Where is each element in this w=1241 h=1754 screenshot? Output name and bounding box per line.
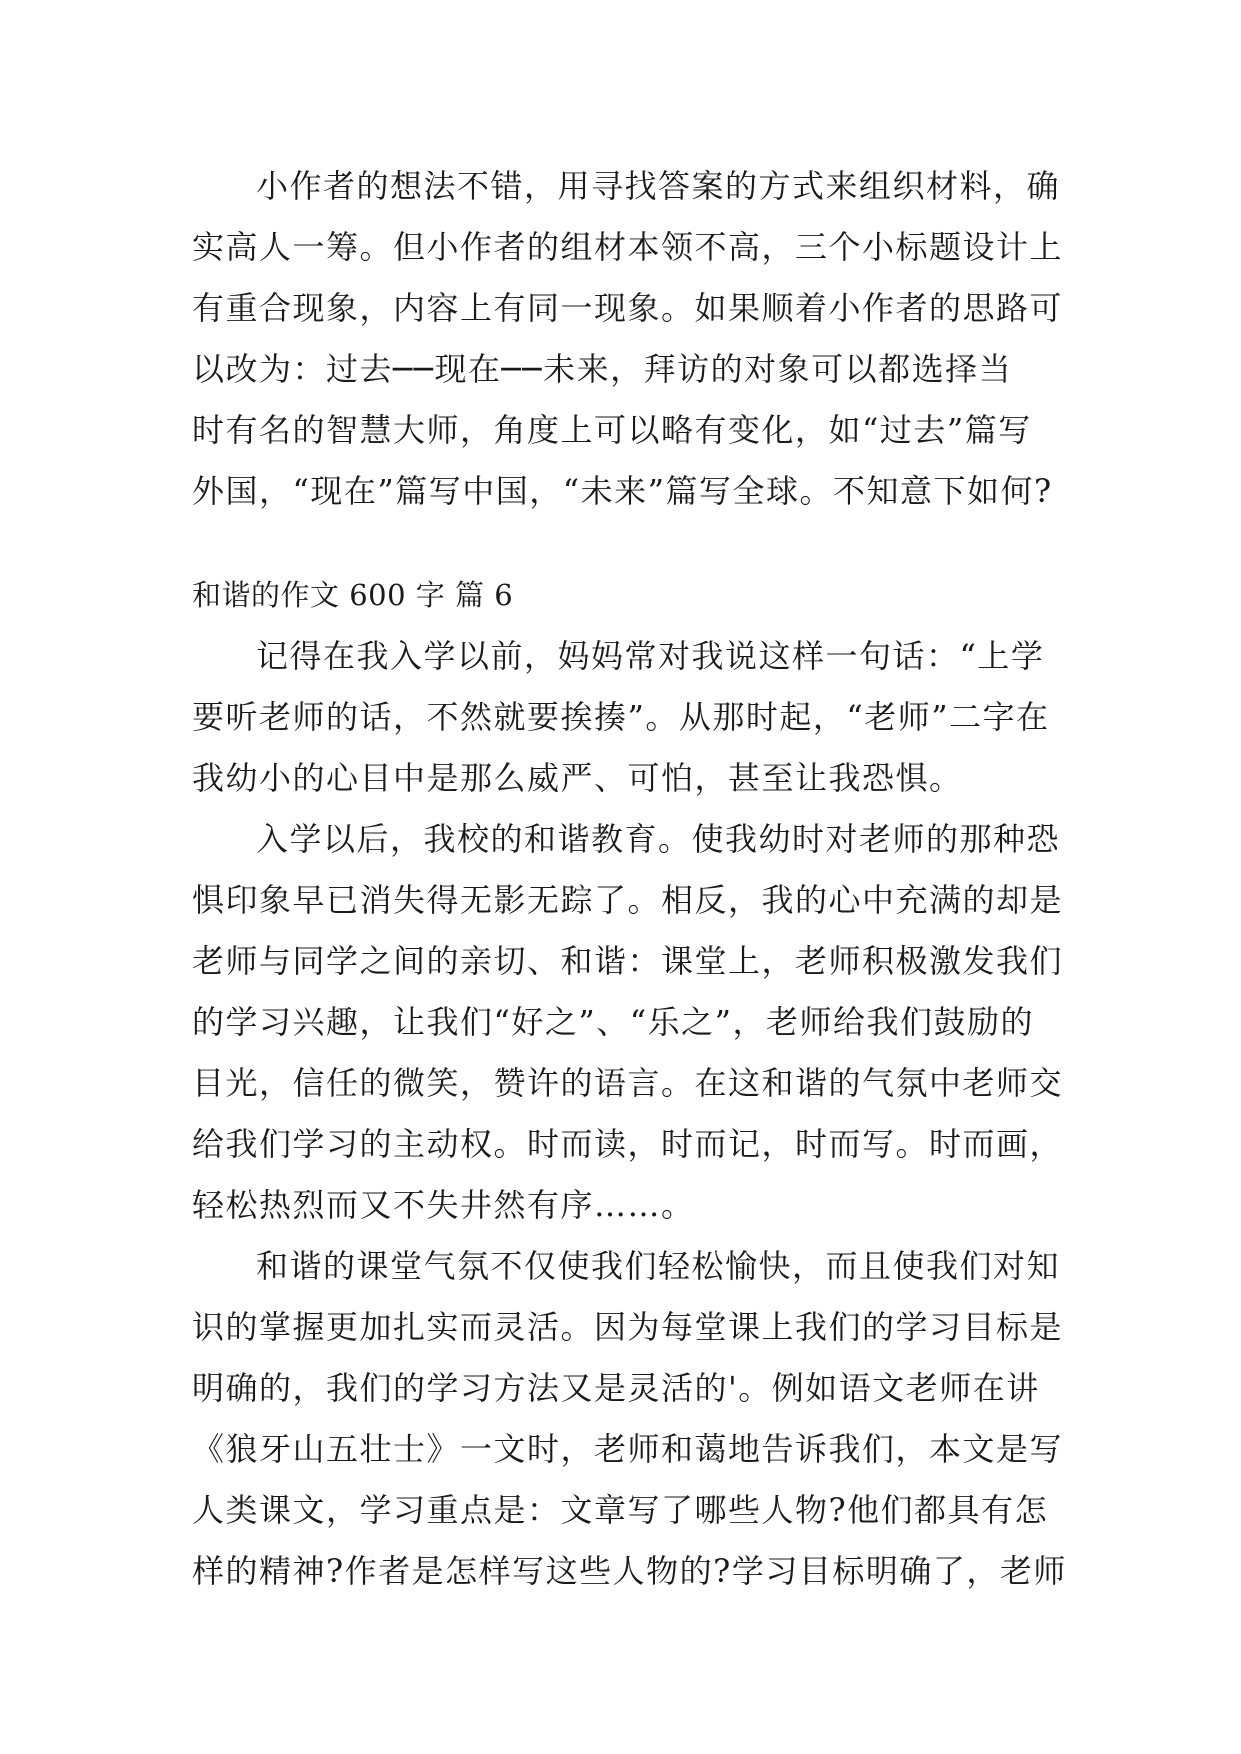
text-line: 惧印象早已消失得无影无踪了。相反，我的心中充满的却是 [192,881,1064,919]
text-line: 人类课文，学习重点是：文章写了哪些人物?他们都具有怎 [192,1491,1049,1529]
text-line: 时有名的智慧大师，角度上可以略有变化，如“过去”篇写 [192,411,1032,449]
text-line: 样的精神?作者是怎样写这些人物的?学习目标明确了，老师 [192,1552,1067,1590]
text-line: 小作者的想法不错，用寻找答案的方式来组织材料，确 [256,167,1061,205]
text-line: 实高人一筹。但小作者的组材本领不高，三个小标题设计上 [192,228,1064,266]
text-line: 的学习兴趣，让我们“好之”、“乐之”，老师给我们鼓励的 [192,1003,1034,1041]
text-line: 要听老师的话，不然就要挨揍”。从那时起，“老师”二字在 [192,698,1050,736]
text-line: 给我们学习的主动权。时而读，时而记，时而写。时而画， [192,1125,1064,1163]
text-line: 和谐的课堂气氛不仅使我们轻松愉快，而且使我们对知 [256,1247,1061,1285]
text-line: 我幼小的心目中是那么威严、可怕，甚至让我恐惧。 [192,759,963,797]
text-line: 《狼牙山五壮士》一文时，老师和蔼地告诉我们，本文是写 [192,1430,1064,1468]
section-heading: 和谐的作文 600 字 篇 6 [192,578,514,612]
text-line: 入学以后，我校的和谐教育。使我幼时对老师的那种恐 [256,820,1061,858]
text-line: 有重合现象，内容上有同一现象。如果顺着小作者的思路可 [192,289,1064,327]
text-line: 明确的，我们的学习方法又是灵活的'。例如语文老师在讲 [192,1369,1040,1407]
text-line: 轻松热烈而又不失井然有序……。 [192,1186,695,1224]
text-line: 识的掌握更加扎实而灵活。因为每堂课上我们的学习目标是 [192,1308,1064,1346]
text-line: 记得在我入学以前，妈妈常对我说这样一句话：“上学 [256,637,1045,675]
text-line: 老师与同学之间的亲切、和谐：课堂上，老师积极激发我们 [192,942,1064,980]
text-line: 目光，信任的微笑，赞许的语言。在这和谐的气氛中老师交 [192,1064,1064,1102]
text-line: 外国，“现在”篇写中国，“未来”篇写全球。不知意下如何? [192,472,1053,510]
text-line: 以改为：过去──现在──未来，拜访的对象可以都选择当 [192,350,1013,388]
